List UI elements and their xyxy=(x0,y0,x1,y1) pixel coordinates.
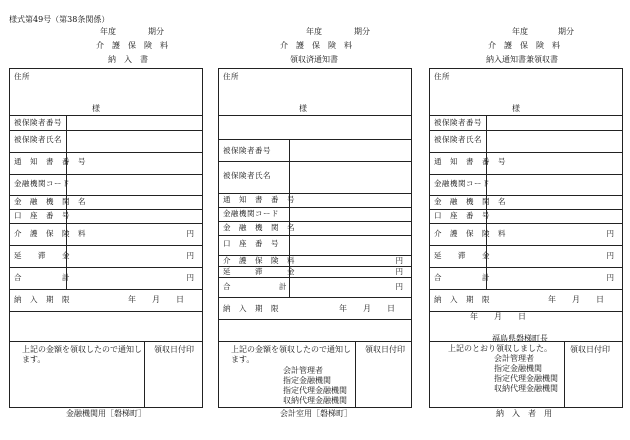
bank-name-label: 金 融 機 関 名 xyxy=(223,223,295,232)
insurance-title: 介 護 保 険 料 xyxy=(96,41,168,50)
notice-number-label: 通 知 書 番 号 xyxy=(223,195,295,204)
form3-message: 上記のとおり領収しました。 xyxy=(448,344,552,353)
insurance-amount-label: 介 護 保 険 料 xyxy=(434,229,506,238)
issuer-name: 福島県磐梯町長 xyxy=(492,334,548,343)
bank-name-label: 金 融 機 関 名 xyxy=(434,197,506,206)
yen-label: 円 xyxy=(395,256,403,265)
notice-number-label: 通 知 書 番 号 xyxy=(14,157,86,166)
yen-label: 円 xyxy=(186,229,194,238)
total-label: 合 計 xyxy=(14,273,70,282)
form-number: 様式第49号（第38条関係） xyxy=(9,15,110,24)
recipient-line: 指定金融機関 xyxy=(494,364,542,373)
form1-footer: 金融機関用［磐梯町］ xyxy=(66,409,146,418)
bank-code-label: 金融機関コード xyxy=(223,209,279,218)
insured-name-label: 被保険者氏名 xyxy=(14,135,62,144)
account-number-label: 口 座 番 号 xyxy=(14,211,70,220)
form2-table xyxy=(218,68,412,408)
form3-footer: 納 入 者 用 xyxy=(496,409,552,418)
insured-number-label: 被保険者番号 xyxy=(434,118,482,127)
insured-name-label: 被保険者氏名 xyxy=(223,171,271,180)
insured-number-label: 被保険者番号 xyxy=(223,146,271,155)
issue-date: 年 月 日 xyxy=(470,312,526,321)
form3-subtitle: 納入通知書兼領収書 xyxy=(486,55,558,64)
address-label: 住所 xyxy=(14,72,30,81)
recipient-line: 収納代理金融機関 xyxy=(283,396,347,405)
period-label: 期分 xyxy=(558,27,574,36)
deadline-label: 納 入 期 限 xyxy=(434,295,490,304)
sama-label: 様 xyxy=(512,104,520,113)
fiscal-year-label: 年度 xyxy=(100,27,116,36)
late-fee-label: 延 滞 金 xyxy=(14,251,70,260)
deadline-label: 納 入 期 限 xyxy=(223,304,279,313)
sama-label: 様 xyxy=(299,104,307,113)
insurance-amount-label: 介 護 保 険 料 xyxy=(223,256,295,265)
insured-number-label: 被保険者番号 xyxy=(14,118,62,127)
recipient-line: 会計管理者 xyxy=(283,366,323,375)
insured-name-label: 被保険者氏名 xyxy=(434,135,482,144)
recipient-line: 会計管理者 xyxy=(494,354,534,363)
deadline-date: 年 月 日 xyxy=(128,295,184,304)
yen-label: 円 xyxy=(186,273,194,282)
insurance-title: 介 護 保 険 料 xyxy=(280,41,352,50)
deadline-label: 納 入 期 限 xyxy=(14,295,70,304)
total-label: 合 計 xyxy=(434,273,490,282)
recipient-line: 指定金融機関 xyxy=(283,376,331,385)
bank-name-label: 金 融 機 関 名 xyxy=(14,197,86,206)
form2-footer: 会計室用［磐梯町］ xyxy=(280,409,352,418)
deadline-date: 年 月 日 xyxy=(548,295,604,304)
form2-subtitle: 領収済通知書 xyxy=(290,55,338,64)
fiscal-year-label: 年度 xyxy=(306,27,322,36)
address-label: 住所 xyxy=(223,72,239,81)
address-label: 住所 xyxy=(434,72,450,81)
yen-label: 円 xyxy=(606,229,614,238)
recipient-line: 指定代理金融機関 xyxy=(494,374,558,383)
recipient-line: 収納代理金融機関 xyxy=(494,384,558,393)
late-fee-label: 延 滞 金 xyxy=(434,251,490,260)
receipt-stamp-label: 領収日付印 xyxy=(365,345,405,354)
form1-message: 上記の金額を領収したので通知します。 xyxy=(22,345,142,364)
yen-label: 円 xyxy=(395,282,403,291)
yen-label: 円 xyxy=(606,273,614,282)
form2-message: 上記の金額を領収したので通知します。 xyxy=(231,345,351,364)
recipient-line: 指定代理金融機関 xyxy=(283,386,347,395)
notice-number-label: 通 知 書 番 号 xyxy=(434,157,506,166)
deadline-date: 年 月 日 xyxy=(339,304,395,313)
form1-subtitle: 納 入 書 xyxy=(108,55,148,64)
insurance-title: 介 護 保 険 料 xyxy=(488,41,560,50)
sama-label: 様 xyxy=(92,104,100,113)
form1-table xyxy=(9,68,203,408)
bank-code-label: 金融機関コード xyxy=(434,179,490,188)
yen-label: 円 xyxy=(606,251,614,260)
period-label: 期分 xyxy=(148,27,164,36)
fiscal-year-label: 年度 xyxy=(512,27,528,36)
insurance-amount-label: 介 護 保 険 料 xyxy=(14,229,86,238)
period-label: 期分 xyxy=(354,27,370,36)
account-number-label: 口 座 番 号 xyxy=(434,211,490,220)
total-label: 合 計 xyxy=(223,282,287,291)
account-number-label: 口 座 番 号 xyxy=(223,239,279,248)
receipt-stamp-label: 領収日付印 xyxy=(570,345,610,354)
form3-table xyxy=(429,68,623,408)
bank-code-label: 金融機関コード xyxy=(14,179,70,188)
late-fee-label: 延 滞 金 xyxy=(223,267,295,276)
receipt-stamp-label: 領収日付印 xyxy=(154,345,194,354)
yen-label: 円 xyxy=(395,267,403,276)
yen-label: 円 xyxy=(186,251,194,260)
